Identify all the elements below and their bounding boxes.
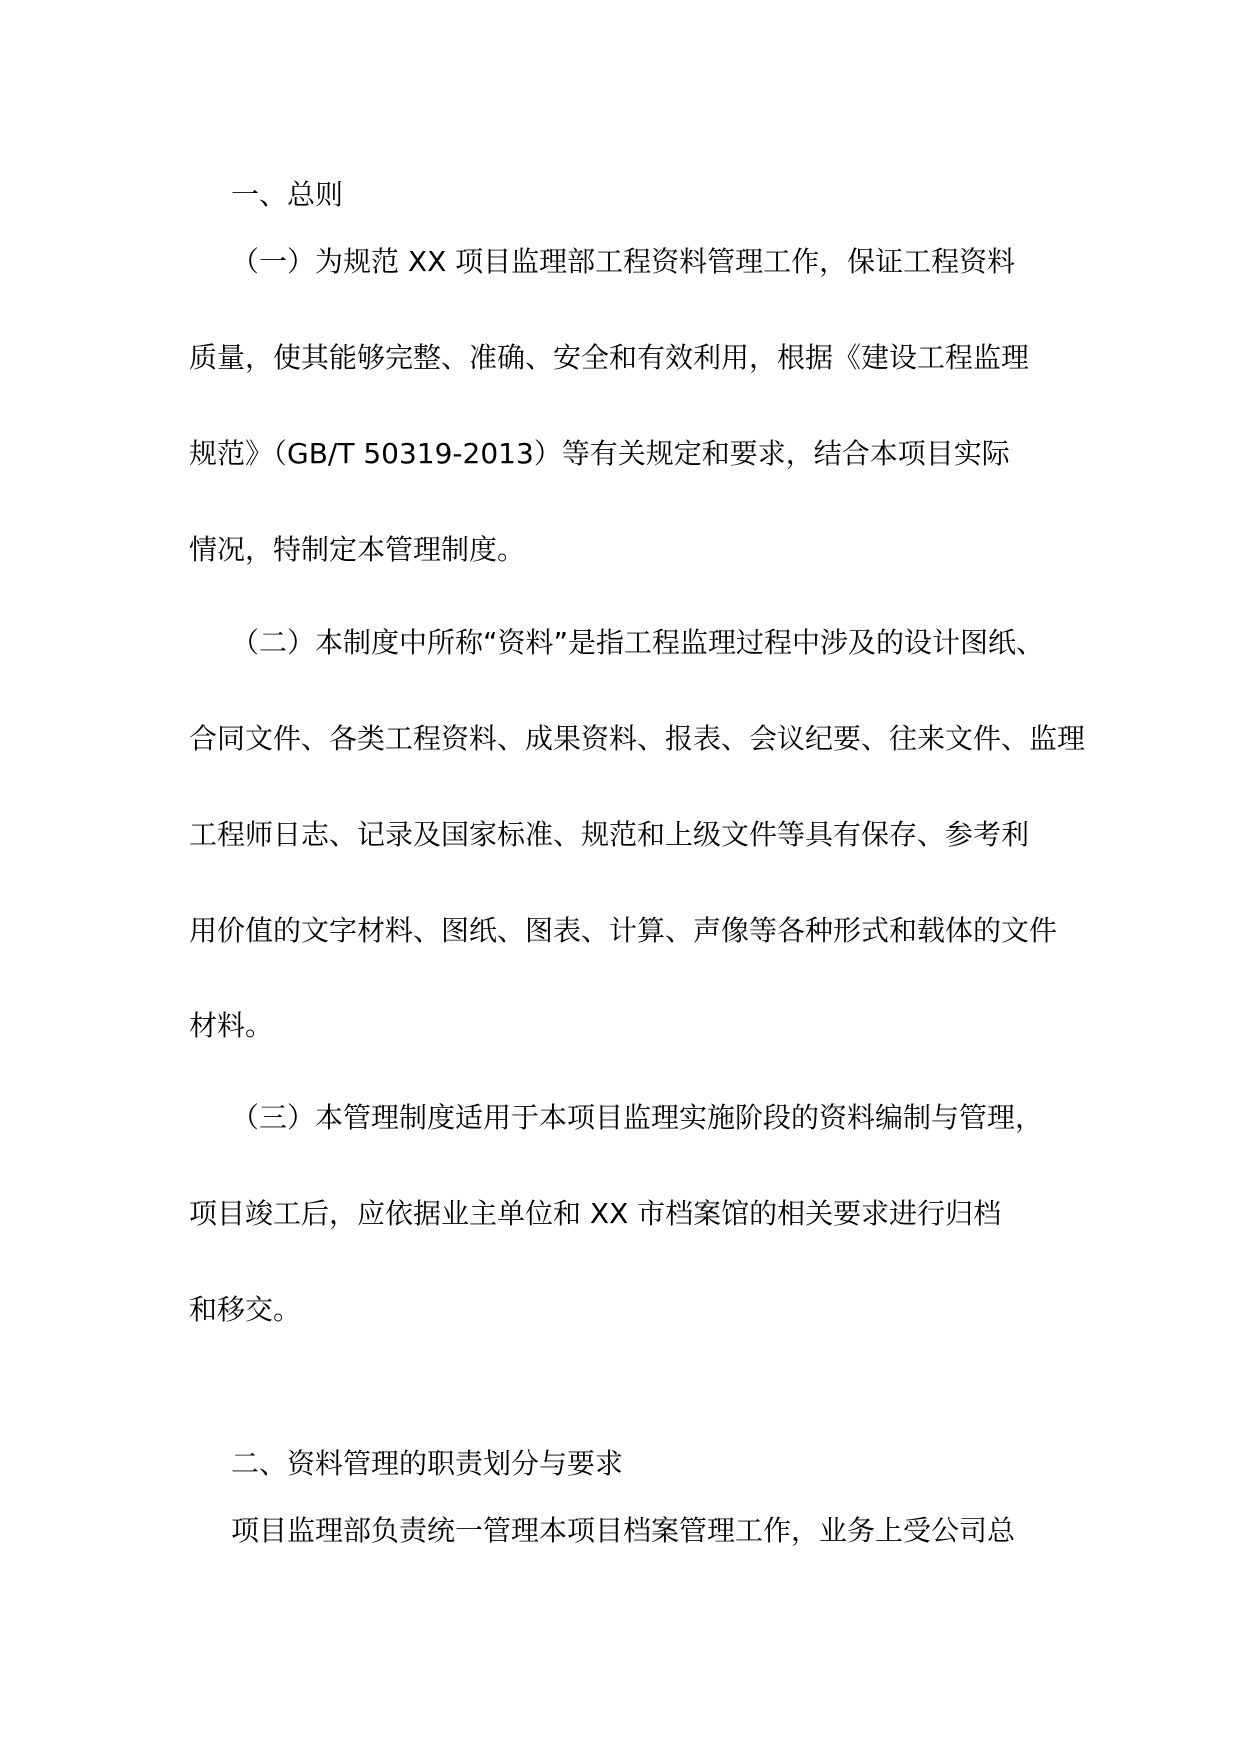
paragraph-line: 质量，使其能够完整、准确、安全和有效利用，根据《建设工程监理: [189, 341, 1030, 374]
paragraph-line: （二）本制度中所称“资料”是指工程监理过程中涉及的设计图纸、: [231, 626, 1045, 659]
paragraph-line: 用价值的文字材料、图纸、图表、计算、声像等各种形式和载体的文件: [189, 914, 1058, 947]
paragraph-line: 材料。: [189, 1009, 274, 1042]
paragraph-line: （一）为规范 XX 项目监理部工程资料管理工作，保证工程资料: [231, 245, 1016, 278]
paragraph-line: （三）本管理制度适用于本项目监理实施阶段的资料编制与管理，: [231, 1101, 1044, 1134]
section-heading: 二、资料管理的职责划分与要求: [231, 1447, 624, 1480]
paragraph-line: 合同文件、各类工程资料、成果资料、报表、会议纪要、往来文件、监理: [189, 722, 1086, 755]
paragraph-line: 项目监理部负责统一管理本项目档案管理工作，业务上受公司总: [231, 1514, 1016, 1547]
paragraph-line: 项目竣工后，应依据业主单位和 XX 市档案馆的相关要求进行归档: [189, 1197, 1002, 1230]
section-heading: 一、总则: [231, 178, 344, 211]
paragraph-line: 工程师日志、记录及国家标准、规范和上级文件等具有保存、参考利: [189, 818, 1030, 851]
paragraph-line: 和移交。: [189, 1293, 302, 1326]
paragraph-line: 规范》（GB/T 50319-2013）等有关规定和要求，结合本项目实际: [189, 437, 1010, 470]
paragraph-line: 情况，特制定本管理制度。: [189, 533, 526, 566]
